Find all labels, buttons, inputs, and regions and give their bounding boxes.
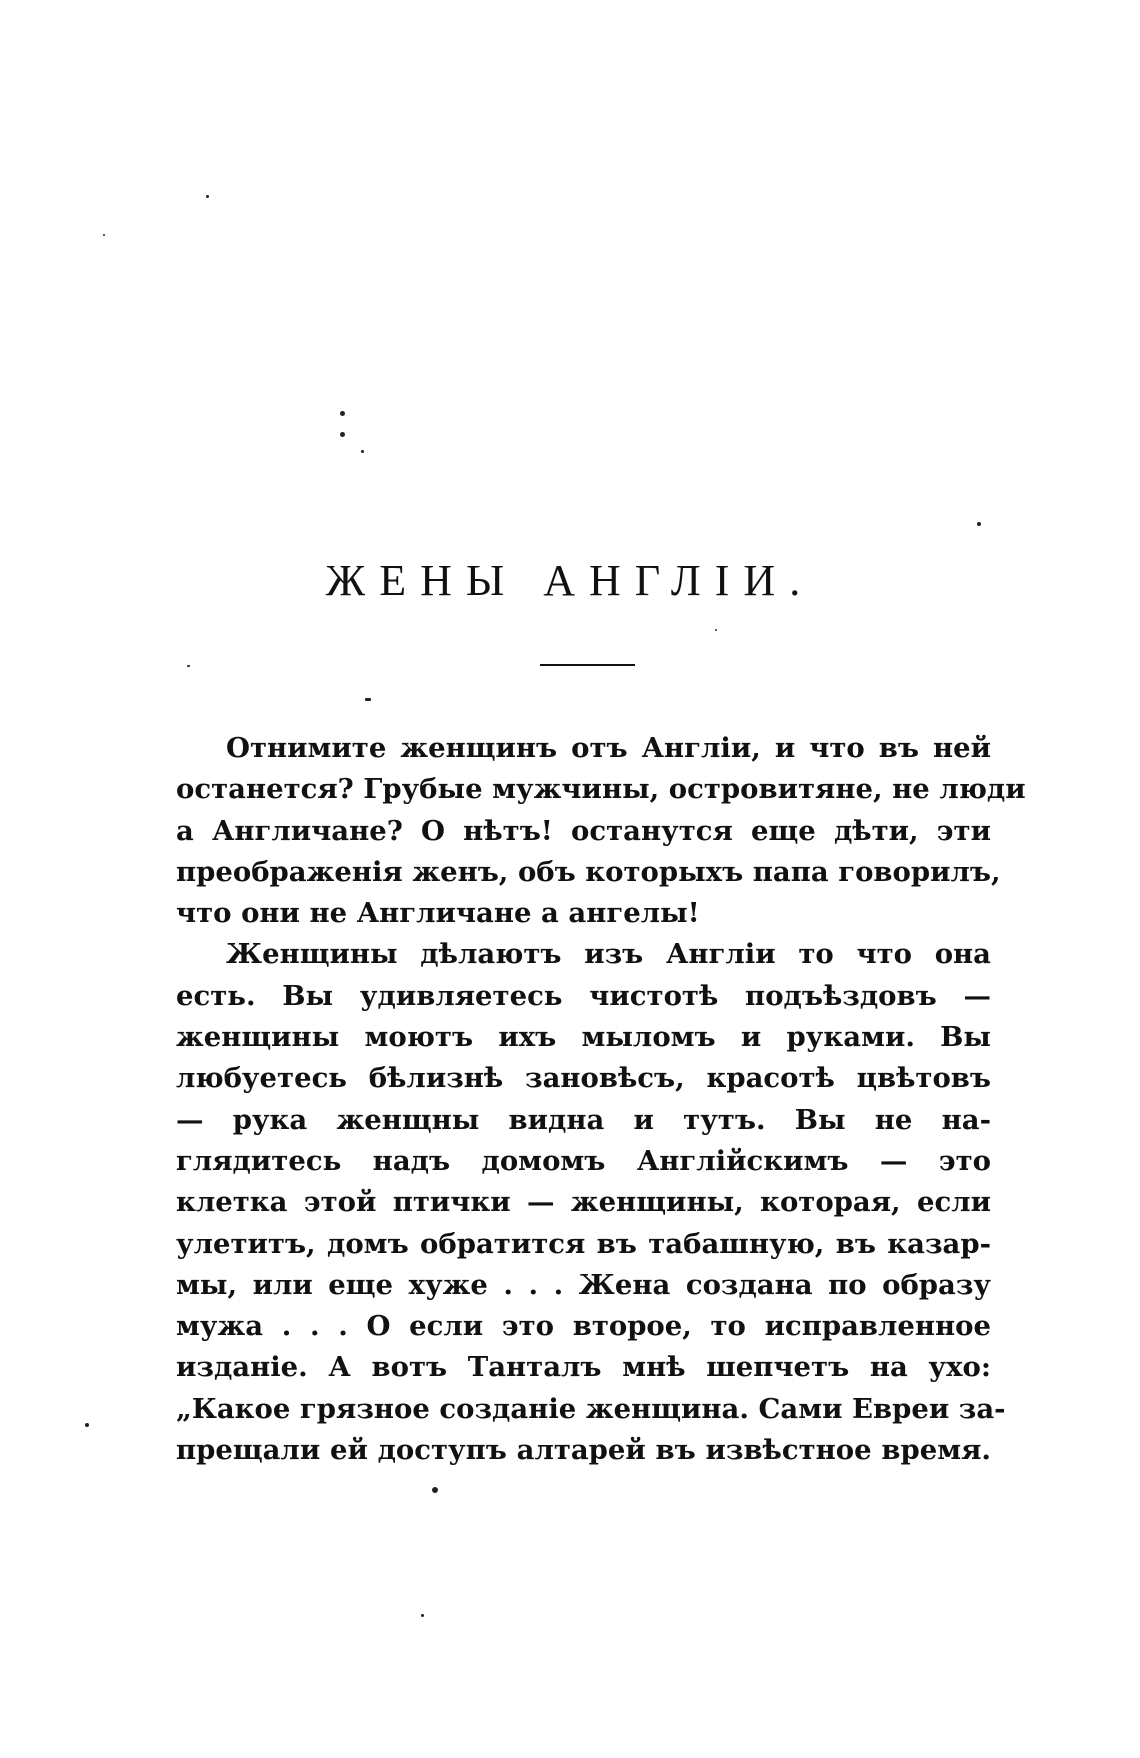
scan-speck (977, 522, 981, 526)
text-line: что они не Англичане а ангелы! (176, 897, 700, 930)
scan-speck (432, 1487, 438, 1493)
text-line: — рука женщны видна и тутъ. Вы не на- (176, 1103, 991, 1136)
text-line: есть. Вы удивляетесь чистотѣ подъѣздовъ — (176, 979, 991, 1012)
scan-speck (206, 195, 209, 198)
scan-speck (187, 665, 190, 667)
scan-speck (421, 1614, 424, 1617)
text-line: а Англичане? О нѣтъ! останутся еще дѣти, эти (176, 814, 991, 847)
body-text (176, 728, 1026, 1471)
text-line: клетка этой птички — женщины, которая, если (176, 1186, 991, 1219)
text-line: изданіе. А вотъ Танталъ мнѣ шепчетъ на ухо: (176, 1351, 991, 1384)
text-line: женщины моютъ ихъ мыломъ и руками. Вы (176, 1021, 991, 1054)
text-line: Женщины дѣлаютъ изъ Англіи то что она (226, 938, 991, 971)
title-rule (540, 664, 635, 666)
text-line: прещали ей доступъ алтарей въ извѣстное время. (176, 1434, 991, 1467)
scan-speck (715, 629, 717, 631)
text-line: останется? Грубые мужчины, островитяне, не люди (176, 773, 1026, 806)
chapter-title: ЖЕНЫ АНГЛІИ. (325, 556, 815, 605)
text-line: мы, или еще хуже . . . Жена создана по образу (176, 1268, 991, 1301)
text-line: Отнимите женщинъ отъ Англіи, и что въ ней (226, 732, 991, 764)
text-line: преображенія женъ, объ которыхъ папа говорилъ, (176, 855, 1001, 888)
text-line: мужа . . . О если это второе, то исправленное (176, 1310, 991, 1343)
text-line: любуетесь бѣлизнѣ зановѣсъ, красотѣ цвѣтовъ (176, 1062, 991, 1095)
text-line: „Какое грязное созданіе женщина. Сами Евреи за- (176, 1392, 1006, 1425)
text-line: улетитъ, домъ обратится въ табашную, въ казар- (176, 1227, 991, 1260)
scan-speck (340, 411, 345, 416)
scan-speck (365, 698, 371, 701)
scan-speck (85, 1423, 89, 1427)
text-line: глядитесь надъ домомъ Англійскимъ — это (176, 1144, 991, 1177)
scan-speck (361, 450, 364, 453)
scan-speck (103, 234, 105, 236)
scan-speck (340, 432, 345, 437)
